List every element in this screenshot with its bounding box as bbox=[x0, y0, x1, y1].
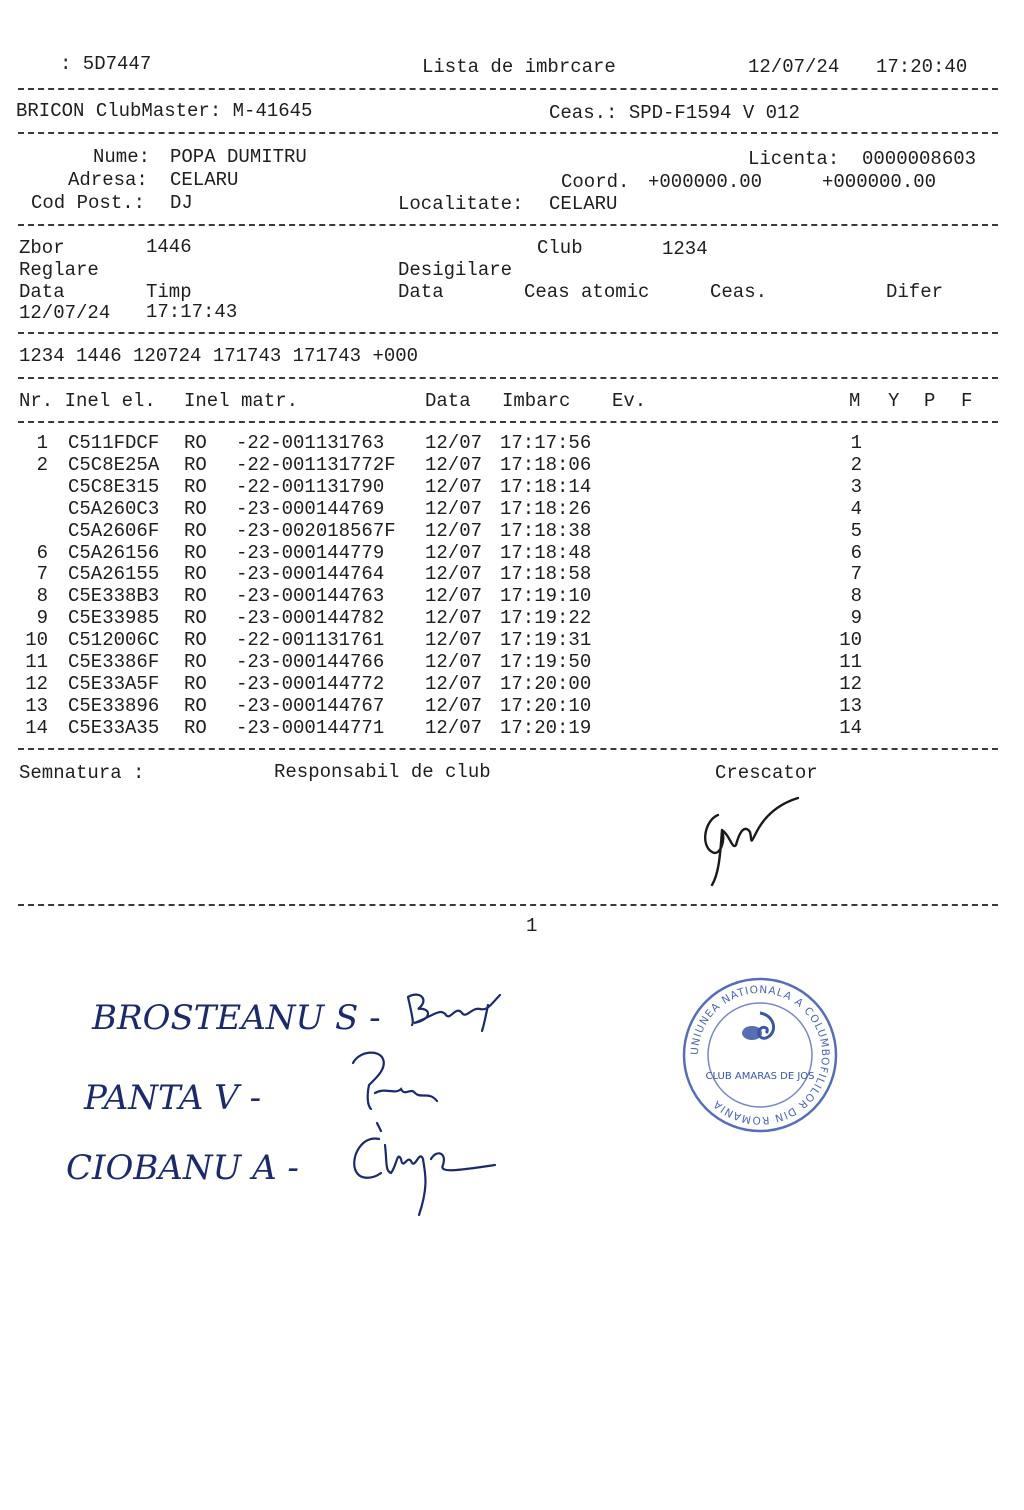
cell-inel-matr: -23-000144769 bbox=[236, 497, 385, 520]
cell-country: RO bbox=[184, 563, 207, 586]
cell-date: 12/07 bbox=[425, 585, 483, 608]
cell-country: RO bbox=[184, 629, 207, 652]
cell-time: 17:17:56 bbox=[500, 432, 592, 454]
flight-code-line: 1234 1446 120724 171743 171743 +000 bbox=[19, 345, 419, 367]
clubmaster-id: BRICON ClubMaster: M-41645 bbox=[16, 100, 313, 122]
breeder-label: Crescator bbox=[715, 762, 818, 784]
setting-label: Reglare bbox=[19, 259, 99, 281]
locality: CELARU bbox=[549, 193, 618, 215]
cell-date: 12/07 bbox=[425, 629, 483, 652]
cell-inel-el: C5C8E25A bbox=[68, 453, 160, 476]
cell-country: RO bbox=[184, 475, 207, 498]
cell-date: 12/07 bbox=[425, 716, 483, 739]
cell-inel-el: C511FDCF bbox=[68, 432, 160, 454]
cell-time: 17:19:31 bbox=[500, 629, 592, 652]
postcode-label: Cod Post.: bbox=[31, 192, 146, 214]
flight-label: Zbor bbox=[19, 237, 65, 259]
cell-date: 12/07 bbox=[425, 519, 483, 542]
cell-inel-matr: -22-001131761 bbox=[236, 629, 385, 652]
club-label: Club bbox=[537, 237, 583, 259]
cell-time: 17:20:19 bbox=[500, 716, 592, 739]
cell-country: RO bbox=[184, 672, 207, 695]
cell-m: 10 bbox=[839, 629, 862, 652]
cell-m: 8 bbox=[850, 585, 862, 608]
cell-date: 12/07 bbox=[425, 541, 483, 564]
divider bbox=[18, 904, 998, 906]
cell-date: 12/07 bbox=[425, 651, 483, 673]
license-number: 0000008603 bbox=[862, 148, 977, 170]
cell-country: RO bbox=[184, 453, 207, 476]
address-label: Adresa: bbox=[68, 169, 148, 191]
cell-nr: 9 bbox=[36, 607, 48, 630]
breeder-signature bbox=[690, 790, 820, 900]
license-label: Licenta: bbox=[748, 148, 840, 170]
col-header-y: Y bbox=[888, 390, 900, 412]
cell-date: 12/07 bbox=[425, 563, 483, 586]
divider bbox=[18, 88, 998, 90]
club-number: 1234 bbox=[662, 238, 708, 260]
cell-nr: 11 bbox=[25, 651, 48, 673]
cell-time: 17:19:22 bbox=[500, 607, 592, 630]
cell-time: 17:18:58 bbox=[500, 563, 592, 586]
cell-inel-el: C5E3386F bbox=[68, 651, 160, 673]
cell-date: 12/07 bbox=[425, 497, 483, 520]
stamp-inner-text: CLUB AMARAS DE JOS bbox=[705, 1071, 815, 1082]
cell-country: RO bbox=[184, 607, 207, 630]
divider bbox=[18, 224, 998, 226]
col-header-ev: Ev. bbox=[612, 390, 647, 412]
page-number: 1 bbox=[526, 915, 538, 937]
handwritten-name-2: PANTA V - bbox=[84, 1078, 262, 1118]
cell-nr: 13 bbox=[25, 694, 48, 717]
setting-date: 12/07/24 bbox=[19, 302, 111, 324]
cell-time: 17:19:50 bbox=[500, 651, 592, 673]
cell-nr: 10 bbox=[25, 629, 48, 652]
cell-time: 17:19:10 bbox=[500, 585, 592, 608]
cell-inel-matr: -23-000144763 bbox=[236, 585, 385, 608]
cell-m: 4 bbox=[850, 497, 862, 520]
owner-address: CELARU bbox=[170, 169, 239, 191]
handwritten-name-1: BROSTEANU S - bbox=[92, 998, 381, 1038]
coord-y: +000000.00 bbox=[822, 171, 937, 193]
stamp-ring-text: UNIUNEA NATIONALA A COLUMBOFILILOR DIN ROMANIA bbox=[688, 983, 832, 1127]
cell-nr: 6 bbox=[36, 541, 48, 564]
cell-inel-matr: -23-002018567F bbox=[236, 519, 396, 542]
divider bbox=[18, 421, 998, 423]
document-title: Lista de imbrcare bbox=[422, 56, 616, 78]
difference-label: Difer bbox=[886, 281, 944, 303]
cell-nr: 7 bbox=[36, 563, 48, 586]
code-label: : 5D7447 bbox=[60, 53, 152, 75]
divider bbox=[18, 748, 998, 750]
cell-m: 7 bbox=[850, 563, 862, 586]
club-responsible-label: Responsabil de club bbox=[274, 761, 491, 783]
cell-inel-el: C5E338B3 bbox=[68, 585, 160, 608]
col-header-imbarc: Imbarc bbox=[502, 390, 571, 412]
cell-inel-matr: -23-000144771 bbox=[236, 716, 385, 739]
cell-inel-el: C5E33A5F bbox=[68, 672, 160, 695]
cell-country: RO bbox=[184, 585, 207, 608]
cell-m: 3 bbox=[850, 475, 862, 498]
cell-m: 11 bbox=[839, 651, 862, 673]
col-header-f: F bbox=[961, 390, 973, 412]
cell-time: 17:18:26 bbox=[500, 497, 592, 520]
col-header-inel-matr: Inel matr. bbox=[184, 390, 299, 412]
divider bbox=[18, 377, 998, 379]
clock-label: Ceas. bbox=[710, 281, 768, 303]
cell-time: 17:20:10 bbox=[500, 694, 592, 717]
handwritten-signature-1 bbox=[400, 985, 510, 1035]
cell-time: 17:20:00 bbox=[500, 672, 592, 695]
cell-date: 12/07 bbox=[425, 694, 483, 717]
cell-m: 12 bbox=[839, 672, 862, 695]
postcode: DJ bbox=[170, 192, 193, 214]
divider bbox=[18, 332, 998, 334]
cell-inel-matr: -23-000144767 bbox=[236, 694, 385, 717]
cell-date: 12/07 bbox=[425, 432, 483, 454]
header-date: 12/07/24 bbox=[748, 56, 840, 78]
date-label: Data bbox=[19, 281, 65, 303]
coord-label: Coord. bbox=[561, 171, 630, 193]
cell-time: 17:18:14 bbox=[500, 475, 592, 498]
cell-inel-el: C5A26155 bbox=[68, 563, 160, 586]
handwritten-name-3: CIOBANU A - bbox=[66, 1148, 299, 1188]
clock-id: Ceas.: SPD-F1594 V 012 bbox=[549, 102, 800, 124]
cell-time: 17:18:38 bbox=[500, 519, 592, 542]
cell-country: RO bbox=[184, 694, 207, 717]
cell-inel-el: C512006C bbox=[68, 629, 160, 652]
time-label: Timp bbox=[146, 281, 192, 303]
cell-country: RO bbox=[184, 432, 207, 454]
handwritten-signature-2 bbox=[345, 1045, 445, 1115]
owner-name: POPA DUMITRU bbox=[170, 146, 307, 168]
cell-nr: 1 bbox=[36, 432, 48, 454]
cell-inel-matr: -23-000144764 bbox=[236, 563, 385, 586]
cell-nr: 2 bbox=[36, 453, 48, 476]
cell-date: 12/07 bbox=[425, 672, 483, 695]
cell-date: 12/07 bbox=[425, 607, 483, 630]
cell-m: 13 bbox=[839, 694, 862, 717]
flight-number: 1446 bbox=[146, 236, 192, 258]
cell-time: 17:18:48 bbox=[500, 541, 592, 564]
name-label: Nume: bbox=[93, 146, 151, 168]
cell-m: 14 bbox=[839, 716, 862, 739]
cell-inel-el: C5C8E315 bbox=[68, 475, 160, 498]
cell-inel-el: C5A260C3 bbox=[68, 497, 160, 520]
atomic-clock-label: Ceas atomic bbox=[524, 281, 650, 303]
col-header-m: M bbox=[849, 390, 861, 412]
cell-nr: 8 bbox=[36, 585, 48, 608]
cell-nr: 14 bbox=[25, 716, 48, 739]
cell-inel-matr: -22-001131790 bbox=[236, 475, 385, 498]
cell-inel-matr: -23-000144772 bbox=[236, 672, 385, 695]
cell-inel-matr: -22-001131772F bbox=[236, 453, 396, 476]
cell-m: 5 bbox=[850, 519, 862, 542]
cell-country: RO bbox=[184, 497, 207, 520]
setting-time: 17:17:43 bbox=[146, 301, 238, 323]
cell-inel-el: C5E33896 bbox=[68, 694, 160, 717]
cell-inel-el: C5A26156 bbox=[68, 541, 160, 564]
cell-date: 12/07 bbox=[425, 475, 483, 498]
cell-m: 2 bbox=[850, 453, 862, 476]
cell-nr: 12 bbox=[25, 672, 48, 695]
cell-m: 9 bbox=[850, 607, 862, 630]
col-header-p: P bbox=[924, 390, 936, 412]
cell-date: 12/07 bbox=[425, 453, 483, 476]
locality-label: Localitate: bbox=[398, 193, 524, 215]
coord-x: +000000.00 bbox=[648, 171, 763, 193]
svg-text:UNIUNEA NATIONALA A COLUMBOFIL bbox=[689, 984, 831, 1126]
divider bbox=[18, 132, 998, 134]
handwritten-signature-3 bbox=[345, 1115, 505, 1230]
cell-inel-matr: -23-000144766 bbox=[236, 651, 385, 673]
cell-country: RO bbox=[184, 716, 207, 739]
cell-m: 6 bbox=[850, 541, 862, 564]
cell-country: RO bbox=[184, 541, 207, 564]
col-header-nr-inel-el: Nr. Inel el. bbox=[19, 390, 156, 412]
unseal-label: Desigilare bbox=[398, 259, 513, 281]
cell-m: 1 bbox=[850, 432, 862, 454]
signature-label: Semnatura : bbox=[19, 762, 145, 784]
cell-inel-el: C5A2606F bbox=[68, 519, 160, 542]
cell-country: RO bbox=[184, 519, 207, 542]
cell-inel-el: C5E33985 bbox=[68, 607, 160, 630]
cell-time: 17:18:06 bbox=[500, 453, 592, 476]
cell-inel-matr: -23-000144779 bbox=[236, 541, 385, 564]
cell-inel-matr: -22-001131763 bbox=[236, 432, 385, 454]
club-stamp bbox=[680, 975, 840, 1135]
cell-inel-el: C5E33A35 bbox=[68, 716, 160, 739]
cell-country: RO bbox=[184, 651, 207, 673]
unseal-date-label: Data bbox=[398, 281, 444, 303]
header-time: 17:20:40 bbox=[876, 56, 968, 78]
col-header-data: Data bbox=[425, 390, 471, 412]
cell-inel-matr: -23-000144782 bbox=[236, 607, 385, 630]
